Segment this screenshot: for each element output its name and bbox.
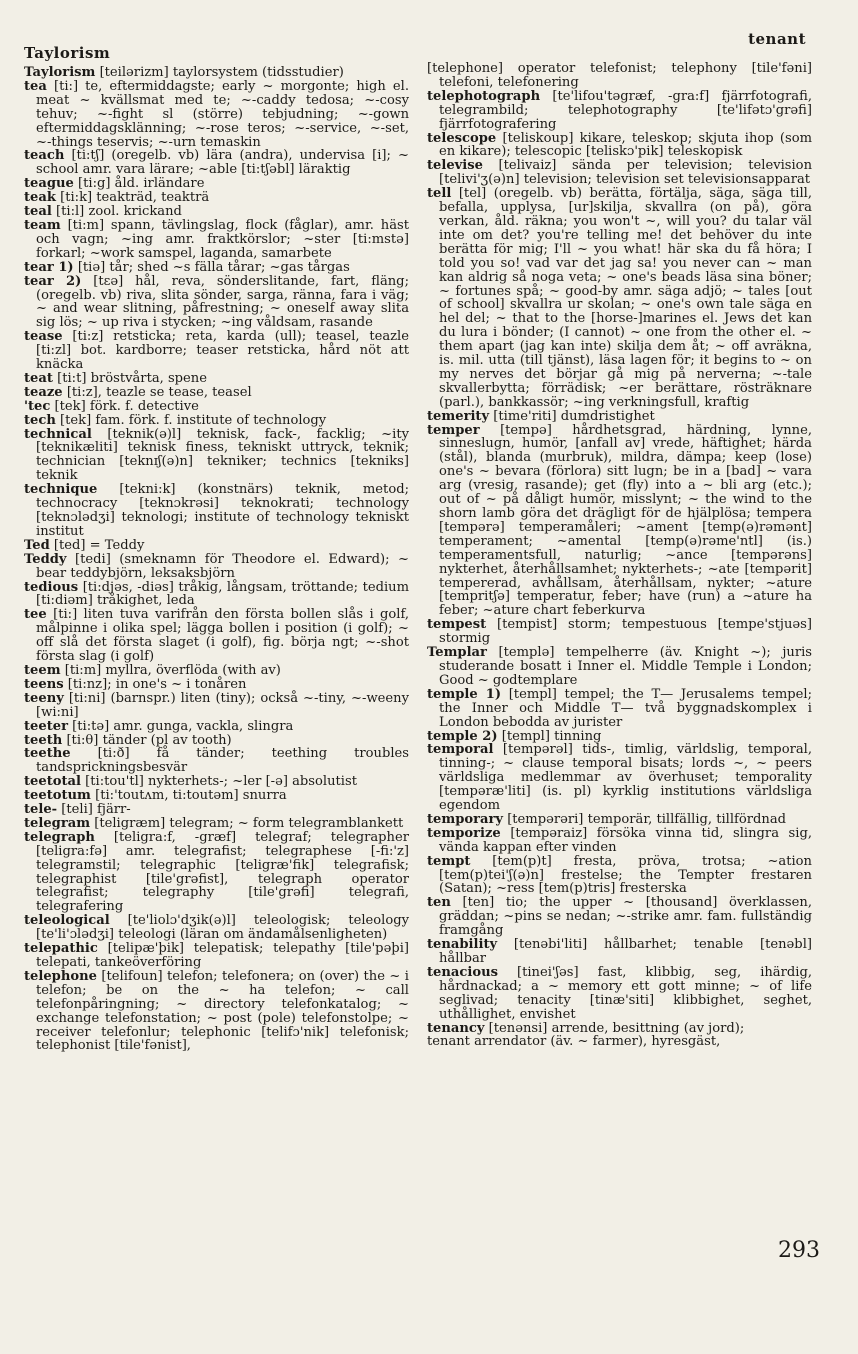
entry-definition: [ti:m] myllra, överflöda (with av) — [64, 662, 281, 678]
dictionary-entry — [24, 747, 409, 775]
dictionary-entry — [427, 1022, 812, 1036]
entry-headword: temporal — [427, 742, 494, 758]
entry-definition: [ti:l] zool. krickand — [56, 204, 182, 220]
entry-headword: temper — [427, 422, 480, 438]
entry-definition: [ti:t] bröstvårta, spene — [57, 370, 207, 386]
dictionary-entry — [24, 692, 409, 720]
entry-definition: [ti:θ] tänder (pl av tooth) — [66, 732, 232, 748]
dictionary-entry — [427, 730, 812, 744]
dictionary-entry — [24, 219, 409, 261]
left-column — [24, 66, 409, 1053]
entry-headword: Taylorism — [24, 65, 96, 80]
entry-headword: tele- — [24, 802, 58, 818]
entry-definition: [te'liolɔ'dʒik(ə)l] teleologisk; teleology [te'li'ɔlədʒi] teleologi (läran om ändamålsenligheten) — [36, 913, 409, 943]
entry-definition: [ti:nz]; in one's ~ i tonåren — [67, 676, 247, 692]
entry-headword: temerity — [427, 408, 490, 424]
dictionary-entry — [24, 483, 409, 539]
entry-headword: tease — [24, 329, 63, 345]
entry-definition: [tenəbi'liti] hållbarhet; tenable [tenəbl] hållbar — [439, 937, 812, 966]
entry-definition: [tekni:k] (konstnärs) teknik, metod; technocracy [teknɔkrəsi] teknokrati; technology [teknɔlədʒi] teknologi; institute of technology tekniskt institut — [36, 482, 409, 539]
entry-definition: [teilərizm] taylorsystem (tidsstudier) — [99, 65, 344, 80]
entry-headword: ten — [427, 895, 451, 911]
dictionary-entry — [427, 688, 812, 730]
entry-headword: telescope — [427, 130, 497, 146]
dictionary-entry — [24, 553, 409, 581]
entry-headword: telephotograph — [427, 88, 541, 104]
entry-definition: [tem(p)t] fresta, pröva, trotsa; ~ation [tem(p)tei'ʃ(ə)n] frestelse; the Tempter frestaren (Satan); ~ress [tem(p)tris] fresterska — [439, 853, 812, 897]
entry-definition: [tiə] tår; shed ~s fälla tårar; ~gas tårgas — [77, 259, 350, 275]
entry-headword: televise — [427, 158, 483, 174]
entry-definition: [ti:tʃ] (oregelb. vb) lära (andra), undervisa [i]; ~ school amr. vara lärare; ~able [ti:tʃəbl] läraktig — [36, 148, 409, 178]
dictionary-entry — [24, 428, 409, 484]
entry-headword: telegram — [24, 815, 91, 831]
dictionary-entry — [427, 132, 812, 160]
entry-definition: [templ] tinning — [501, 728, 602, 744]
dictionary-entry — [24, 970, 409, 1053]
entry-definition: [tek] förk. f. detective — [54, 398, 199, 414]
entry-headword: tea — [24, 78, 47, 94]
entry-headword: Teddy — [24, 551, 67, 567]
entry-headword: tempest — [427, 617, 487, 633]
entry-headword: temporary — [427, 811, 504, 827]
entry-headword: teetotum — [24, 788, 91, 804]
entry-headword: tedious — [24, 579, 79, 595]
entry-definition: [tedi] (smeknamn för Theodore el. Edward); ~ bear teddybjörn, leksaksbjörn — [36, 551, 409, 581]
dictionary-entry — [427, 62, 812, 90]
entry-definition: [tempərəl] tids-, timlig, världslig, temporal, tinning-; ~ clause temporal bisats; lords ~, ~ peers världsliga medlemmar av överhuset; temporality [tempəræ'liti] (is. pl) kyrklig institutions världsliga egendom — [439, 742, 812, 814]
entry-headword: teak — [24, 190, 56, 206]
entry-definition: [tenənsi] arrende, besittning (av jord); — [488, 1020, 745, 1036]
dictionary-entry — [24, 414, 409, 428]
dictionary-entry — [24, 539, 409, 553]
entry-headword: tear 1) — [24, 259, 74, 275]
entry-definition: [ted] = Teddy — [53, 537, 145, 553]
entry-headword: teethe — [24, 746, 71, 762]
dictionary-entry — [427, 938, 812, 966]
entry-definition: [tempəraiz] försöka vinna tid, slingra sig, vända kappan efter vinden — [439, 825, 813, 855]
dictionary-entry — [427, 855, 812, 897]
entry-headword: technical — [24, 426, 92, 442]
entry-headword: tech — [24, 412, 56, 428]
entry-headword: teeth — [24, 732, 63, 748]
entry-definition: [telipæ'þik] telepatisk; telepathy [tile'pəþi] telepati, tankeöverföring — [36, 941, 409, 970]
entry-definition: [te'lifou'təgræf, -gra:f] fjärrfotografi, telegrambild; telephotography [te'lifətɔ'grəfi] fjärrfotografering — [439, 88, 812, 132]
dictionary-entry — [24, 608, 409, 664]
entry-headword: Ted — [24, 537, 50, 553]
dictionary-entry — [427, 743, 812, 813]
entry-definition: [ti:] liten tuva varifrån den första bollen slås i golf, målpinne i olika spel; lägga bollen i position (i golf); ~ off slå det första slaget (i golf), fig. börja ngt; ~-shot första slag (i golf) — [36, 607, 409, 665]
dictionary-entry — [24, 775, 409, 789]
dictionary-entry — [427, 896, 812, 938]
entry-headword: telegraph — [24, 829, 95, 845]
dictionary-entry — [24, 942, 409, 970]
entry-definition: [ti:ð] få tänder; teething troubles tandsprickningsbesvär — [36, 746, 409, 776]
dictionary-entry — [427, 410, 812, 424]
entry-headword: teens — [24, 676, 64, 692]
dictionary-entry — [427, 966, 812, 1022]
dictionary-entry — [24, 803, 409, 817]
dictionary-entry — [427, 1035, 812, 1049]
entry-definition: [tempə] hårdhetsgrad, härdning, lynne, sinneslugn, humör, [anfall av] vrede, häftighet; härda (stål), blanda (murbruk), mildra, dämpa; keep (lose) one's ~ bevara (förlora) sitt lugn; be in a [bad] ~ vara arg (vresig, rasande); get (fly) into a ~ bli arg (etc.); out of ~ på dåligt humör, misslynt; ~ the wind to the shorn lamb göra det drägligt för de hjälplösa; tempera [tempərə] temperamåleri; ~ament [temp(ə)rəmənt] temperament; ~amental [temp(ə)rəme'ntl] (is.) temperamentsfull, naturlig; ~ance [tempərəns] nykterhet, återhållsamhet; nykterhets-; ~ate [tempərit] tempererad, avhållsam, återhållsam, nykter; ~ature [tempritʃə] temperatur, feber; have (run) a ~ature ha feber; ~ature chart feberkurva — [439, 422, 812, 619]
dictionary-entry — [24, 831, 409, 914]
entry-definition: [teliskoup] kikare, teleskop; skjuta ihop (som en kikare); telescopic [teliskɔ'pik] teleskopisk — [439, 130, 812, 160]
dictionary-entry — [24, 177, 409, 191]
entry-headword: temple 2) — [427, 728, 498, 744]
entry-headword: tenancy — [427, 1020, 485, 1036]
entry-definition: [tinei'ʃəs] fast, klibbig, seg, ihärdig, hårdnackad; a ~ memory ett gott minne; ~ of life seglivad; tenacity [tinæ'siti] klibbighet, seghet, uthållighet, envishet — [439, 964, 812, 1022]
entry-headword: team — [24, 217, 61, 233]
page-number: 293 — [778, 1238, 820, 1263]
entry-headword: technique — [24, 482, 98, 498]
entry-headword: teleological — [24, 913, 110, 929]
entry-definition: [time'riti] dumdristighet — [493, 408, 655, 424]
dictionary-entry — [24, 664, 409, 678]
dictionary-entry — [427, 646, 812, 688]
dictionary-entry — [24, 372, 409, 386]
entry-definition: [teli] fjärr- — [61, 802, 131, 818]
dictionary-entry — [24, 275, 409, 331]
entry-headword: teat — [24, 370, 53, 386]
entry-definition: [ti:'toutʌm, ti:toutəm] snurra — [95, 788, 287, 804]
entry-headword: Templar — [427, 645, 487, 661]
dictionary-entry — [24, 386, 409, 400]
entry-headword: tee — [24, 607, 47, 623]
dictionary-entry — [24, 261, 409, 275]
entry-definition: [tel] (oregelb. vb) berätta, förtälja, säga, säga till, befalla, upplysa, [ur]skilja, skvallra (on på), göra verkan, åld. räkna; you won't ~, will you? du talar väl inte om det? you're telling me! det behöver du inte berätta för mig; I'll ~ you what! här ska du få höra; I told you so! vad var det jag sa! you never can ~ man kan aldrig så noga veta; ~ one's beads läsa sina böner; ~ fortunes spå; ~ good-by amr. säga adjö; ~ tales [out of school] skvallra ur skolan; ~ one's own tale säga en hel del; ~ that to the [horse-]marines el. Jews det kan du lura i bönder; (I cannot) ~ one from the other el. ~ them apart (jag kan inte) skilja dem åt; ~ off avräkna, is. mil. utta (till tjänst), läsa lagen för; it begins to ~ on my nerves det börjar gå mig på nerverna; ~-tale skvallerbytta; förrädisk; ~er berättare, rösträknare (parl.), bankkassör; ~ing verkningsfull, kraftig — [439, 186, 812, 410]
entry-definition: [ten] tio; the upper ~ [thousand] överklassen, gräddan; ~pins se nedan; ~-strike amr. fam. fullständig framgång — [439, 895, 812, 939]
entry-definition: [ti:m] spann, tävlingslag, flock (fåglar), amr. häst och vagn; ~ing amr. fraktkörslor; ~ster [ti:mstə] forkarl; ~work samspel, laganda, samarbete — [36, 217, 409, 261]
entry-headword: tenability — [427, 937, 498, 953]
entry-headword: tempt — [427, 853, 471, 869]
right-column — [427, 62, 812, 1049]
entry-headword: teeny — [24, 690, 64, 706]
entry-headword: tenacious — [427, 964, 498, 980]
dictionary-entry — [427, 187, 812, 410]
dictionary-entry — [24, 191, 409, 205]
dictionary-entry — [427, 90, 812, 132]
entry-headword: tear 2) — [24, 273, 82, 289]
entry-headword: teetotal — [24, 774, 81, 790]
entry-headword: teal — [24, 204, 52, 220]
entry-definition: [ti:tə] amr. gunga, vackla, slingra — [72, 718, 294, 734]
entry-headword: tell — [427, 186, 452, 202]
dictionary-entry — [24, 400, 409, 414]
dictionary-entry — [24, 678, 409, 692]
entry-headword: teem — [24, 662, 61, 678]
entry-definition: [tek] fam. förk. f. institute of technology — [60, 412, 327, 428]
entry-headword: telephone — [24, 968, 97, 984]
entry-headword: teaze — [24, 384, 63, 400]
entry-definition: [tɛə] hål, reva, sönderslitande, fart, fläng; (oregelb. vb) riva, slita sönder, sarga, ränna, fara i väg; ~ and wear slitning, påfrestning; ~ oneself away slita sig lös; ~ up riva i stycken; ~ing våldsam, rasande — [36, 273, 409, 331]
dictionary-entry — [427, 618, 812, 646]
entry-definition: [telifoun] telefon; telefonera; on (over) the ~ i telefon; be on the ~ ha telefon; ~ call telefonpåringning; ~ directory telefonkatalog; ~ exchange telefonstation; ~ post (pole) telefonstolpe; ~ receiver telefonlur; telephonic [telifɔ'nik] telefonisk; telephonist [tile'fənist], — [36, 968, 409, 1054]
entry-definition: [ti:g] åld. irländare — [78, 176, 205, 192]
entry-definition: [ti:tou'tl] nykterhets-; ~ler [-ə] absolutist — [85, 774, 357, 790]
dictionary-entry — [24, 914, 409, 942]
dictionary-entry — [24, 817, 409, 831]
dictionary-entry — [427, 827, 812, 855]
entry-headword: temporize — [427, 825, 501, 841]
entry-definition: [telephone] operator telefonist; telephony [tile'fəni] telefoni, telefonering — [427, 61, 812, 90]
dictionary-entry — [427, 813, 812, 827]
entry-definition: [teligræm] telegram; ~ form telegramblankett — [94, 815, 404, 831]
guide-word-left: Taylorism — [24, 44, 111, 62]
entry-headword: 'tec — [24, 398, 51, 414]
dictionary-entry — [24, 66, 409, 80]
entry-definition: [tempist] storm; tempestuous [tempe'stjuəs] stormig — [439, 617, 812, 647]
entry-definition: [teligra:f, -græf] telegraf; telegrapher [teligra:fə] amr. telegrafist; telegraphese [-fi:'z] telegramstil; telegraphic [teligræ'fik] telegrafisk; telegraphist [tile'grəfist], telegraph operator telegrafist; telegraphy [tile'grəfi] telegrafi, telegrafering — [36, 829, 409, 915]
dictionary-entry — [24, 330, 409, 372]
entry-definition: [teknik(ə)l] teknisk, fack-, facklig; ~ity [teknikæliti] teknisk finess, tekniskt uttryck, teknik; technician [teknɪʃ(ə)n] tekniker; technics [tekniks] teknik — [36, 426, 409, 484]
entry-headword: teague — [24, 176, 74, 192]
entry-definition: [ti:z] retsticka; reta, karda (ull); teasel, teazle [ti:zl] bot. kardborre; teaser retsticka, hård nöt att knäcka — [36, 329, 409, 373]
dictionary-entry — [24, 789, 409, 803]
entry-definition: [telivaiz] sända per television; television [telivi'ʒ(ə)n] television; television set televisionsapparat — [439, 158, 813, 188]
entry-definition: [templ] tempel; the T— Jerusalems tempel; the Inner och Middle T— två byggnadskomplex i London bebodda av jurister — [439, 686, 812, 730]
entry-definition: [ti:z], teazle se tease, teasel — [66, 384, 252, 400]
entry-definition: [tempərəri] temporär, tillfällig, tillfördnad — [507, 811, 787, 827]
entry-definition: [ti:ni] (barnspr.) liten (tiny); också ~-tiny, ~-weeny [wi:ni] — [36, 690, 409, 720]
dictionary-entry — [24, 80, 409, 150]
dictionary-entry — [24, 581, 409, 609]
entry-definition: [templə] tempelherre (äv. Knight ~); juris studerande bosatt i Inner el. Middle Temple i London; Good ~ godtemplare — [439, 645, 812, 688]
entry-definition: [ti:djəs, -diəs] tråkig, långsam, tröttande; tedium [ti:diəm] tråkighet, leda — [36, 579, 410, 609]
dictionary-entry — [427, 424, 812, 619]
entry-definition: tenant arrendator (äv. ~ farmer), hyresgäst, — [427, 1034, 721, 1050]
dictionary-entry — [427, 159, 812, 187]
entry-headword: telepathic — [24, 941, 98, 957]
dictionary-entry — [24, 149, 409, 177]
entry-definition: [ti:k] teakträd, teakträ — [60, 190, 210, 206]
entry-headword: teach — [24, 148, 65, 164]
entry-headword: teeter — [24, 718, 68, 734]
dictionary-entry — [24, 720, 409, 734]
guide-word-right: tenant — [748, 30, 806, 48]
entry-definition: [ti:] te, eftermiddagste; early ~ morgonte; high el. meat ~ kvällsmat med te; ~-caddy tedosa; ~-cosy tehuv; ~-fight sl (större) tebjudning; ~-gown eftermiddagsklänning; ~-rose teros; ~-service, ~-set, ~-things teservis; ~-urn temaskin — [36, 78, 409, 150]
entry-headword: temple 1) — [427, 686, 502, 702]
dictionary-entry — [24, 205, 409, 219]
